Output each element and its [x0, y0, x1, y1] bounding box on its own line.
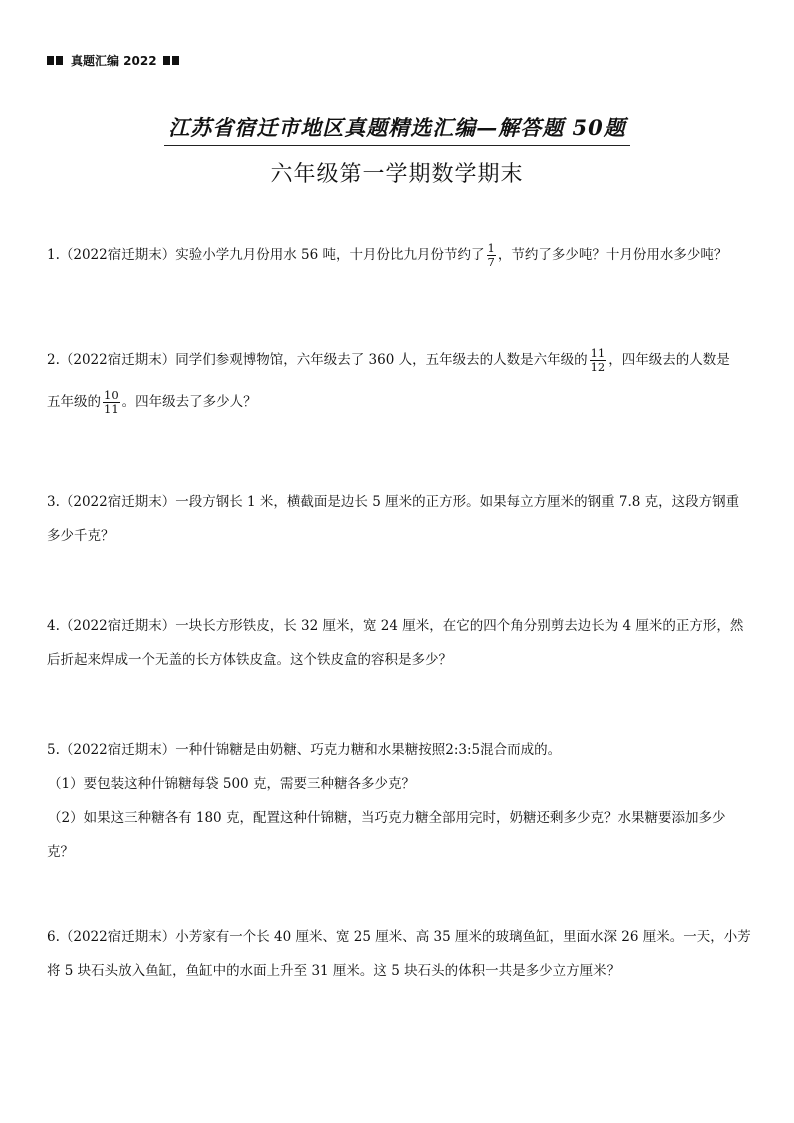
document-title: 江苏省宿迁市地区真题精选汇编—解答题 50题	[164, 112, 630, 146]
question-text: 2.（2022宿迁期末）同学们参观博物馆，六年级去了 360 人，五年级去的人数是六年级的	[47, 352, 588, 368]
header-block-icon	[163, 56, 170, 65]
question-line: 5.（2022宿迁期末）一种什锦糖是由奶糖、巧克力糖和水果糖按照2:3:5混合而成的。	[47, 742, 562, 758]
question-3	[47, 485, 747, 553]
fraction-denominator: 7	[487, 255, 495, 269]
question-line: 克？	[47, 844, 74, 860]
question-1	[47, 238, 747, 272]
header-block-icon	[56, 56, 63, 65]
question-line: 多少千克？	[47, 528, 115, 544]
header-text: 真题汇编 2022	[71, 54, 157, 68]
title-wrap	[0, 112, 794, 146]
header-block-icon	[172, 56, 179, 65]
question-line	[47, 238, 747, 272]
question-text: 。四年级去了多少人？	[121, 394, 257, 410]
question-text: 五年级的	[47, 394, 101, 410]
question-text: 1.（2022宿迁期末）实验小学九月份用水 56 吨，十月份比九月份节约了	[47, 247, 485, 263]
question-text: ，四年级去的人数是	[608, 352, 730, 368]
question-line: 6.（2022宿迁期末）小芳家有一个长 40 厘米、宽 25 厘米、高 35 厘米的玻璃鱼缸，里面水深 26 厘米。一天，小芳	[47, 929, 751, 945]
fraction-numerator: 10	[104, 388, 119, 402]
question-2	[47, 343, 747, 419]
question-line: （2）如果这三种糖各有 180 克，配置这种什锦糖，当巧克力糖全部用完时，奶糖还剩多少克？水果糖要添加多少	[48, 810, 726, 826]
question-line: 4.（2022宿迁期末）一块长方形铁皮，长 32 厘米，宽 24 厘米，在它的四个角分别剪去边长为 4 厘米的正方形，然	[47, 618, 744, 634]
question-line: 3.（2022宿迁期末）一段方钢长 1 米，横截面是边长 5 厘米的正方形。如果每立方厘米的钢重 7.8 克，这段方钢重	[47, 494, 740, 510]
question-4	[47, 609, 747, 677]
fraction	[487, 242, 496, 269]
fraction-numerator: 1	[487, 241, 495, 255]
question-text: ，节约了多少吨？十月份用水多少吨？	[497, 247, 728, 263]
question-line	[47, 385, 747, 419]
question-line: 将 5 块石头放入鱼缸，鱼缸中的水面上升至 31 厘米。这 5 块石头的体积一共是多少立方厘米？	[47, 963, 621, 979]
question-5	[47, 733, 747, 869]
fraction-denominator: 11	[104, 402, 119, 416]
question-line: 后折起来焊成一个无盖的长方体铁皮盒。这个铁皮盒的容积是多少？	[47, 652, 452, 668]
page-header	[47, 52, 181, 69]
fraction	[590, 347, 607, 374]
question-6	[47, 920, 751, 988]
fraction	[103, 389, 120, 416]
document-subtitle: 六年级第一学期数学期末	[270, 162, 524, 187]
header-block-icon	[47, 56, 54, 65]
question-line: （1）要包装这种什锦糖每袋 500 克，需要三种糖各多少克？	[48, 776, 415, 792]
fraction-denominator: 12	[590, 360, 606, 374]
question-line	[47, 343, 747, 377]
fraction-numerator: 11	[590, 346, 606, 360]
